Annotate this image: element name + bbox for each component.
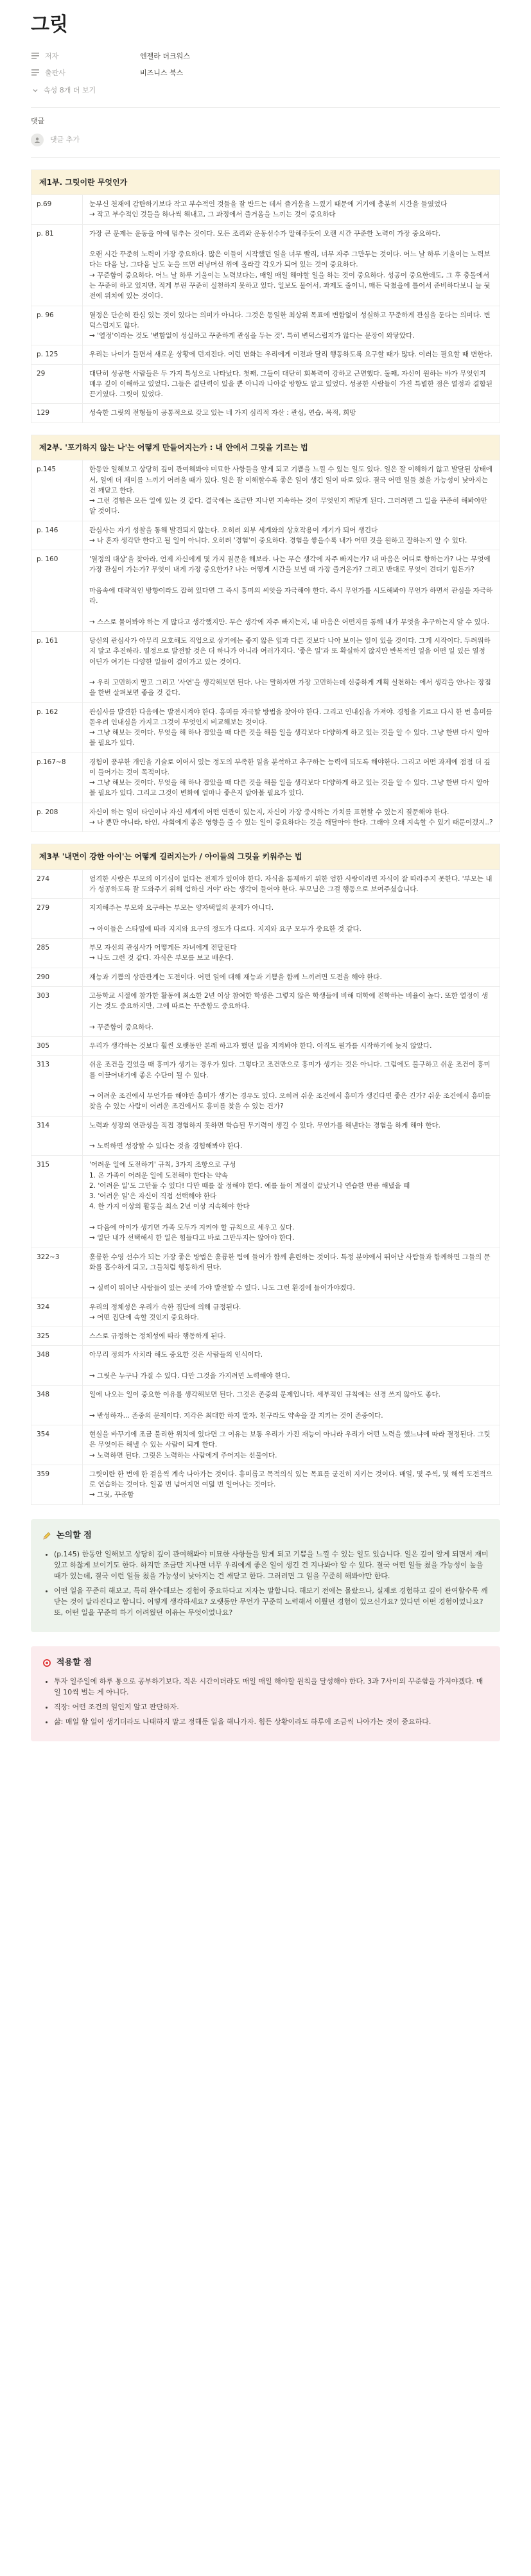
page-number-cell[interactable]: p. 161 <box>31 632 83 702</box>
page-number-cell[interactable]: 354 <box>31 1425 83 1465</box>
page-number-cell[interactable]: 303 <box>31 987 83 1036</box>
avatar <box>31 134 44 146</box>
quote-text-cell[interactable]: 대단히 성공한 사람들은 두 가지 특성으로 나타났다. 첫째, 그들이 대단히 회복력이 강하고 근면했다. 둘째, 자신이 원하는 바가 무엇인지 매우 깊이 이해하고 있었다. 그들은 결단력이 있을 뿐 아니라 나아갈 방향도 알고 있었다. 성공한 사람들이 가진 특별한 점은 열정과 결합된 끈기였다. 그릿이 있었다. <box>89 369 495 399</box>
property-name <box>31 51 140 62</box>
page-number-cell[interactable]: p. 81 <box>31 225 83 306</box>
table-row[interactable] <box>31 1327 500 1346</box>
target-icon <box>42 1658 51 1667</box>
quote-text-cell[interactable]: 우리의 정체성은 우리가 속한 집단에 의해 규정된다. → 어떤 집단에 속할 것인지 중요하다. <box>89 1303 241 1321</box>
table-row[interactable] <box>31 460 500 521</box>
table-row[interactable] <box>31 1117 500 1156</box>
property-row-publisher[interactable] <box>31 65 500 82</box>
table-row[interactable] <box>31 803 500 832</box>
quote-text-cell[interactable]: 현실을 바꾸기에 조금 불리한 위치에 있다면 그 이유는 보통 우리가 가진 재능이 아니라 우리가 어떤 노력을 했느냐에 따라 결정된다. 그릿은 무엇이든 해낼 수 있는 사람이 되게 한다. → 노력하면 된다. 그릿은 노력하는 사람에게 주어지는 선물이다. <box>89 1430 491 1459</box>
chevron-down-icon <box>31 86 40 95</box>
page-number-cell[interactable]: 29 <box>31 365 83 404</box>
section-heading: 제3부 '내면이 강한 아이'는 어떻게 길러지는가 / 아이들의 그릿을 키워주는 법 <box>31 844 500 870</box>
show-more-label: 속성 8개 더 보기 <box>44 85 96 94</box>
table-row[interactable] <box>31 1346 500 1386</box>
table-row[interactable] <box>31 404 500 422</box>
quote-text-cell[interactable]: 훌륭한 수영 선수가 되는 가장 좋은 방법은 훌륭한 팀에 들어가 함께 훈련하는 것이다. 특정 분야에서 뛰어난 사람들과 함께하면 그들의 문화를 흡수하게 되고, 그들처럼 행동하게 된다. → 실력이 뛰어난 사람들이 있는 곳에 가야 발전할 수 있다. 나도 그런 환경에 들어가야겠다. <box>89 1253 491 1292</box>
table-row[interactable] <box>31 753 500 803</box>
quote-text-cell[interactable]: 당신의 관심사가 아무리 모호해도 직업으로 삼기에는 좋지 않은 잎과 다른 것보다 나아 보이는 잎이 있을 것이다. 그게 시작이다. 두려워하지 말고 추진하라. 열정으로 발전할 것은 더 하나가 아니라 여러가지다. '좋은 일'과 또 확실하지 않지만 반복적인 일을 어떤 일 있든 열정 어딘가 여기든 다양한 일들이 걸어가고 있는 것이다. → 우리 고민하지 말고 그리고 '사연'을 생각해보면 된다. 나는 말하자면 가장 고민하는데 신중하게 계획 실천하는 에서 생각을 안나는 장점을 한번 살펴보면 좋을 것 같다. <box>89 636 491 697</box>
page-number-cell[interactable]: p. 125 <box>31 345 83 363</box>
list-icon <box>31 51 40 60</box>
callout-title: 논의할 점 <box>57 1530 92 1540</box>
quote-text-cell[interactable]: 가장 큰 문제는 운동을 아예 멈추는 것이다. 모든 조리와 운동선수가 말해주듯이 오랜 시간 꾸준한 노력이 가장 중요하다. 오랜 시간 꾸준히 노력이 가장 중요하다. 많은 이들이 시작했던 일을 너무 빨리, 너무 자주 그만두는 것이다. 어느 날 하루 기울이는 노력보다는 다음 날, 그다음 날도 눈을 뜨면 러닝머신 위에 올라갈 각오가 되어 있는 것이 중요하다. → 꾸준함이 중요하다. 어느 날 하루 기울이는 노력보다는, 매일 매일 해야할 일을 하는 것이 중요하다. 성공이 중요한데도, 그 후 충돌에서는 꾸준히 하고 있지만, 적게 부린 꾸준히 실천하지 못하고 있다. 일보도 물어서, 과제도 줄이니, 매든 닥쳤을에 틀어서 준비하다보니 늘 뒷전에 위치에 있는 것이다. <box>89 229 491 300</box>
page-number-cell[interactable]: 359 <box>31 1465 83 1504</box>
table-row[interactable] <box>31 939 500 968</box>
property-name <box>31 67 140 78</box>
quote-text-cell[interactable]: 한동안 일해보고 상당히 깊이 관여해봐야 미묘한 사항들을 알게 되고 기쁨을 느낄 수 있는 일도 있다. 일은 잘 이해하기 않고 발달된 상태에서, 일에 더 재미를 느끼기 어려울 때가 있다. 일은 잘 이해할수록 좋은 일이 생긴 일이 따로 있다. 결국 어떤 일들 쳤을 가능성이 낮아지는 건 깨닫고 한다. → 그런 경험은 모든 일에 있는 것 같다. 결국에는 조금만 지나면 지속하는 것이 무엇인지 깨닫게 된다. 그러려면 그 일을 꾸준히 해봐야만 알 것이다. <box>89 466 492 516</box>
page-number-cell[interactable]: 313 <box>31 1056 83 1115</box>
property-row-author[interactable] <box>31 48 500 65</box>
table-row[interactable] <box>31 306 500 346</box>
section-heading: 제2부. '포기하지 않는 나'는 어떻게 만들어지는가 : 내 안에서 그릿을 기르는 법 <box>31 435 500 461</box>
page-number-cell[interactable]: 314 <box>31 1117 83 1156</box>
list-item[interactable]: • (p.145) 한동안 일해보고 상당히 깊이 관여해봐야 미묘한 사항들을 알게 되고 기쁨을 느낄 수 있는 일도 있습니다. 일은 깊이 알게 되면서 재미있고 하찮게 보이기도 한다. 하지만 조금만 지나면 너무 우리에게 좋은 일이 생긴 건 지나봐야 알 수 있다. 결국 어떤 일들 쳤을 가능성이 높을 때가 있는데, 결국 이런 일들 쳤을 가능성이 낮아지는 건 깨닫고 한다. 그러려면 그 일을 꾸준히 해봐야만 한다. <box>54 1549 489 1581</box>
comments-title: 댓글 <box>31 116 45 125</box>
quote-table <box>31 844 500 1504</box>
quote-text-cell[interactable]: 우리는 나이가 들면서 새로운 상황에 던져진다. 이런 변화는 우리에게 이전과 달리 행동하도록 요구할 때가 많다. 이러는 필요할 때 변한다. <box>89 351 492 359</box>
list-item[interactable]: • 투자 일주일에 하루 통으로 공부하기보다, 적은 시간이더라도 매일 매일 해야할 원칙을 달성해야 한다. 3과 7사이의 꾸준함을 가져야겠다. 매일 10씩 벌는 게 아니다. <box>54 1676 489 1698</box>
quote-text-cell[interactable]: 그릿이란 한 번에 한 걸음씩 계속 나아가는 것이다. 흥미롭고 목적의식 있는 목표를 굳건히 지키는 것이다. 매일, 몇 주씩, 몇 해씩 도전적으로 연습하는 것이다. 일곱 번 넘어지면 여덟 번 일어나는 것이다. → 그릿, 꾸준함 <box>89 1470 492 1499</box>
table-row[interactable] <box>31 1465 500 1504</box>
callout-heading <box>42 1657 489 1669</box>
table-row[interactable] <box>31 1386 500 1425</box>
divider <box>31 157 500 158</box>
property-label: 저자 <box>45 51 59 60</box>
show-more-properties-button[interactable] <box>31 83 500 98</box>
page-number-cell[interactable]: p. 146 <box>31 521 83 550</box>
table-row[interactable] <box>31 365 500 405</box>
table-row[interactable] <box>31 1156 500 1248</box>
add-comment-input[interactable] <box>31 132 500 148</box>
table-row[interactable] <box>31 1056 500 1116</box>
page-number-cell[interactable]: 129 <box>31 404 83 422</box>
quote-text-cell[interactable]: 쉬운 조건을 걸었을 때 흥미가 생기는 경우가 있다. 그렇다고 조건만으로 흥미가 생기는 것은 아니다. 그럼에도 불구하고 쉬운 조건이 흥미를 이끌어내기에 좋은 수단이 될 수 있다. → 어려운 조건에서 무언가를 해야만 흥미가 생기는 경우도 있다. 오히려 쉬운 조건에서 흥미가 생긴다면 좋은 건가? 쉬운 조건에서 흥미를 찾을 수 있는 사람이 어려운 조건에서도 흥미를 찾을 수 있는 건가? <box>89 1061 491 1111</box>
page-number-cell[interactable]: p.167~8 <box>31 753 83 803</box>
page-number-cell[interactable]: p.145 <box>31 460 83 520</box>
comments-section <box>31 116 500 148</box>
table-row[interactable] <box>31 195 500 225</box>
comment-placeholder: 댓글 추가 <box>50 135 80 144</box>
list-item[interactable]: • 어떤 일을 꾸준히 해보고, 특히 완수해보는 경험이 중요하다고 저자는 말합니다. 해보기 전에는 몰랐으나, 실제로 경험하고 깊이 관여할수록 깨닫는 것이 달라진다고 합니다. 어떻게 생각하세요? 오랫동안 무언가 꾸준히 노력해서 이뤘던 경험이 있으신가요? 있다면 어떤 경험이었나요? 또, 어떤 일을 꾸준히 하기 어려웠던 이유는 무엇이었나요? <box>54 1585 489 1618</box>
quote-text-cell[interactable]: 엄격한 사랑은 부모의 이기심이 없다는 전제가 있어야 한다. 자식을 통제하기 위한 엄한 사랑이라면 자식이 잘 따라주지 못한다. '부모는 내가 성공하도록 잘 도와주기 위해 엄하신 거야' 라는 생각이 들어야 한다. 부모님은 그걸 행동으로 보여주셨습니다. <box>89 875 492 894</box>
quote-text-cell[interactable]: 관심사를 발견한 다음에는 발전시켜야 한다. 흥미를 자극할 방법을 찾아야 한다. 그리고 인내심을 가져야. 경험을 기르고 다시 한 번 흥미를 돋우려 인내심을 가지고 그것이 무엇인지 비교해보는 것이다. → 그냥 해보는 것이다. 무엇을 해 하나 잡았을 때 다른 것을 해볼 일을 생각보다 다양하게 하고 있는 것을 알 수 있다. 그냥 한번 다시 알아볼 필요가 있다. <box>89 708 492 747</box>
divider <box>31 107 500 108</box>
quote-text-cell[interactable]: 스스로 규정하는 정체성에 따라 행동하게 된다. <box>89 1332 226 1341</box>
callout-block <box>31 1519 500 1632</box>
page-number-cell[interactable]: p. 160 <box>31 550 83 631</box>
page-number-cell[interactable]: 274 <box>31 870 83 899</box>
page-number-cell[interactable]: 285 <box>31 939 83 968</box>
callout-list <box>42 1676 489 1727</box>
table-row[interactable] <box>31 899 500 939</box>
list-item[interactable]: • 삶: 매일 할 일이 생기더라도 나태하지 말고 정해둔 일을 해나가자. 힘든 상황이라도 하루에 조금씩 나아가는 것이 중요하다. <box>54 1716 489 1727</box>
page-number-cell[interactable]: 348 <box>31 1386 83 1425</box>
quote-text-cell[interactable]: 우리가 생각하는 것보다 훨씬 오랫동안 본래 하고자 했던 일을 지켜봐야 한다. 아직도 뭔가를 시작하기에 늦지 않았다. <box>89 1042 432 1050</box>
page-title: 그릿 <box>31 13 68 36</box>
table-row[interactable] <box>31 968 500 987</box>
table-row[interactable] <box>31 870 500 900</box>
callout-sections <box>31 1519 500 1742</box>
page-number-cell[interactable]: p. 208 <box>31 803 83 832</box>
callout-title: 적용할 점 <box>57 1657 92 1667</box>
quote-sections <box>31 170 500 1505</box>
quote-text-cell[interactable]: '열정의 대상'을 찾아라, 언제 자신에게 몇 가지 질문을 해보라. 나는 무슨 생각에 자주 빠지는가? 내 마음은 어디로 향하는가? 나는 무엇에 가장 관심이 가는가? 무엇이 내게 가장 중요한가? 나는 어떻게 시간을 보낼 때 가장 즐거운가? 그리고 반대로 무엇이 견디기 힘든가? 마음속에 대략적인 방향이라도 잡혀 있다면 그 즉시 흥미의 씨앗을 자극해야 한다. 즉시 무언가를 시도해봐야 무언가 하면서 관심을 자극하라. → 스스로 물어봐야 하는 게 많다고 생각했지만. 무슨 생각에 자주 빠지는지, 내 마음은 어떤지를 통해 내가 무엇을 추구하는지 알 수 있다. <box>89 555 493 626</box>
table-row[interactable] <box>31 632 500 703</box>
page-number-cell[interactable]: 324 <box>31 1298 83 1327</box>
quote-text-cell[interactable]: 눈부신 천재에 감탄하기보다 작고 부수적인 것들을 잘 반드는 데서 즐거움을 느꼈기 때문에 거기에 충분히 시간을 들였었다 → 작고 부수적인 것들을 하나씩 해내고, 그 과정에서 즐거움을 느끼는 것이 중요하다 <box>89 200 448 219</box>
properties <box>31 48 500 98</box>
table-row[interactable] <box>31 1248 500 1298</box>
table-row[interactable] <box>31 521 500 551</box>
property-value[interactable]: 비즈니스 북스 <box>140 68 184 77</box>
quote-text-cell[interactable]: 노력과 성장의 연관성을 직접 경험하지 못하면 학습된 무기력이 생길 수 있다. 무언가를 해낸다는 경험을 하게 해야 한다. → 노력하면 성장할 수 있다는 것을 경험해봐야 한다. <box>89 1121 440 1151</box>
table-row[interactable] <box>31 1298 500 1328</box>
page-number-cell[interactable]: 322~3 <box>31 1248 83 1298</box>
pencil-icon <box>42 1531 51 1540</box>
page-number-cell[interactable]: 325 <box>31 1327 83 1345</box>
page-number-cell[interactable]: p.69 <box>31 195 83 224</box>
quote-text-cell[interactable]: 지지해주는 부모와 요구하는 부모는 양자택일의 문제가 아니다. → 아이들은 스타일에 따라 지지와 요구의 정도가 다르다. 지지와 요구 모두가 중요한 것 같다. <box>89 904 362 933</box>
property-value[interactable]: 엔젤라 더크워스 <box>140 51 190 60</box>
list-icon <box>31 68 40 77</box>
section-heading: 제1부. 그릿이란 무엇인가 <box>31 170 500 196</box>
table-row[interactable] <box>31 1425 500 1465</box>
table-row[interactable] <box>31 1037 500 1056</box>
callout-heading <box>42 1529 489 1542</box>
page-number-cell[interactable]: 290 <box>31 968 83 986</box>
page-number-cell[interactable]: 348 <box>31 1346 83 1385</box>
page-number-cell[interactable]: p. 162 <box>31 703 83 753</box>
quote-text-cell[interactable]: 경험이 풍부한 개인을 기술로 이어서 있는 정도의 부족한 일을 분석하고 추구하는 능력에 되도록 해야한다. 그리고 어떤 과제에 점점 더 깊이 들어가는 것이 목적이다. → 그냥 해보는 것이다. 무엇을 해 하나 잡았을 때 다른 것을 해볼 일을 생각보다 다양하게 하고 있는 것을 알 수 있다. 그냥 한번 다시 알아볼 필요가 있다. 그리고 그것이 변화에 얼마나 좋은지 알아볼 필요가 있다. <box>89 758 491 797</box>
page-number-cell[interactable]: p. 96 <box>31 306 83 345</box>
property-label: 출판사 <box>45 68 65 77</box>
page-number-cell[interactable]: 315 <box>31 1156 83 1247</box>
quote-table <box>31 170 500 423</box>
quote-text-cell[interactable]: 성숙한 그릿의 전형들이 공통적으로 갖고 있는 네 가지 심리적 자산 : 관심, 연습, 목적, 희망 <box>89 409 356 417</box>
quote-text-cell[interactable]: '어려운 일에 도전하기' 규칙, 3가지 조항으로 구성 1. 온 가족이 어려운 일에 도전해야 한다는 약속 2. '어려운 일'도 그만둘 수 있다! 다만 때를 잘 정해야 한다. 예를 들어 계절이 끝났거나 연습한 만큼 해냈을 때 3. '어려운 일'은 자신이 직접 선택해야 한다 4. 한 가지 이상의 활동을 최소 2년 이상 지속해야 한다 → 다음에 아이가 생기면 가족 모두가 지켜야 할 규칙으로 세우고 싶다. → 일단 내가 선택해서 한 일은 힘들다고 바로 그만두지는 않아야 한다. <box>89 1161 410 1242</box>
callout-block <box>31 1646 500 1741</box>
quote-text-cell[interactable]: 열정은 단순히 관심 있는 것이 있다는 의미가 아니다. 그것은 동일한 최상위 목표에 변함없이 성실하고 꾸준하게 관심을 둔다는 의미다. 변덕스럽지도 않다. → '열정'이라는 것도 '변함없이 성실하고 꾸준하게 관심을 두는 것'. 특히 변덕스럽지가 않다는 문장이 와닿았다. <box>89 311 491 340</box>
quote-text-cell[interactable]: 부모 자신의 관심사가 어떻게든 자녀에게 전달된다 → 나도 그런 것 같다. 자식은 부모를 보고 배운다. <box>89 944 237 962</box>
table-row[interactable] <box>31 703 500 753</box>
table-row[interactable] <box>31 550 500 632</box>
table-row[interactable] <box>31 225 500 306</box>
quote-text-cell[interactable]: 관심사는 자기 성찰을 통해 발견되지 않는다. 오히려 외부 세계와의 상호작용이 계기가 되어 생긴다 → 나 혼자 생각만 한다고 될 일이 아니다. 오히려 '경험'이 중요하다. 경험을 쌓을수록 내가 어떤 것을 원하고 잘하는지 알 수 있다. <box>89 526 467 544</box>
quote-table <box>31 435 500 833</box>
table-row[interactable] <box>31 345 500 364</box>
quote-text-cell[interactable]: 아무리 정의가 사치라 해도 중요한 것은 사람들의 인식이다. → 그릿은 누구나 가질 수 있다. 다만 그것을 가지려면 노력해야 한다. <box>89 1351 290 1380</box>
quote-text-cell[interactable]: 일에 나오는 일이 중요한 이유를 생각해보면 된다. 그것은 존중의 문제입니다. 세부적인 규칙에는 신경 쓰지 않아도 좋다. → 반성하자... 존중의 문제이다. 지각은 최대한 하지 말자. 친구라도 약속을 잘 지키는 것이 존중이다. <box>89 1391 440 1420</box>
quote-text-cell[interactable]: 고등학교 시절에 참가한 활동에 최소한 2년 이상 참여한 학생은 그렇지 않은 학생들에 비해 대학에 진학하는 비율이 높다. 또한 열정이 생기는 것도 중요하지만, 그에 따르는 꾸준함도 중요하다. → 꾸준함이 중요하다. <box>89 991 489 1031</box>
quote-text-cell[interactable]: 재능과 기쁨의 상관관계는 도전이다. 어떤 일에 대해 재능과 기쁨을 함께 느끼려면 도전을 해야 한다. <box>89 973 382 981</box>
list-item[interactable]: • 직장: 어떤 조건의 일인지 알고 판단하자. <box>54 1701 489 1712</box>
page-number-cell[interactable]: 279 <box>31 899 83 938</box>
quote-text-cell[interactable]: 자신이 하는 일이 타인이나 자신 세계에 어떤 연관이 있는지, 자신이 가장 중시하는 가치를 표현할 수 있는지 질문해야 한다. → 나 뿐만 아니라, 타인, 사회에게 좋은 영향을 줄 수 있는 일이 중요하다는 것을 깨달아야 한다. 그래야 오래 지속할 수 있기 때문이겠지..? <box>89 808 493 826</box>
page-number-cell[interactable]: 305 <box>31 1037 83 1055</box>
callout-list <box>42 1549 489 1618</box>
table-row[interactable] <box>31 987 500 1037</box>
